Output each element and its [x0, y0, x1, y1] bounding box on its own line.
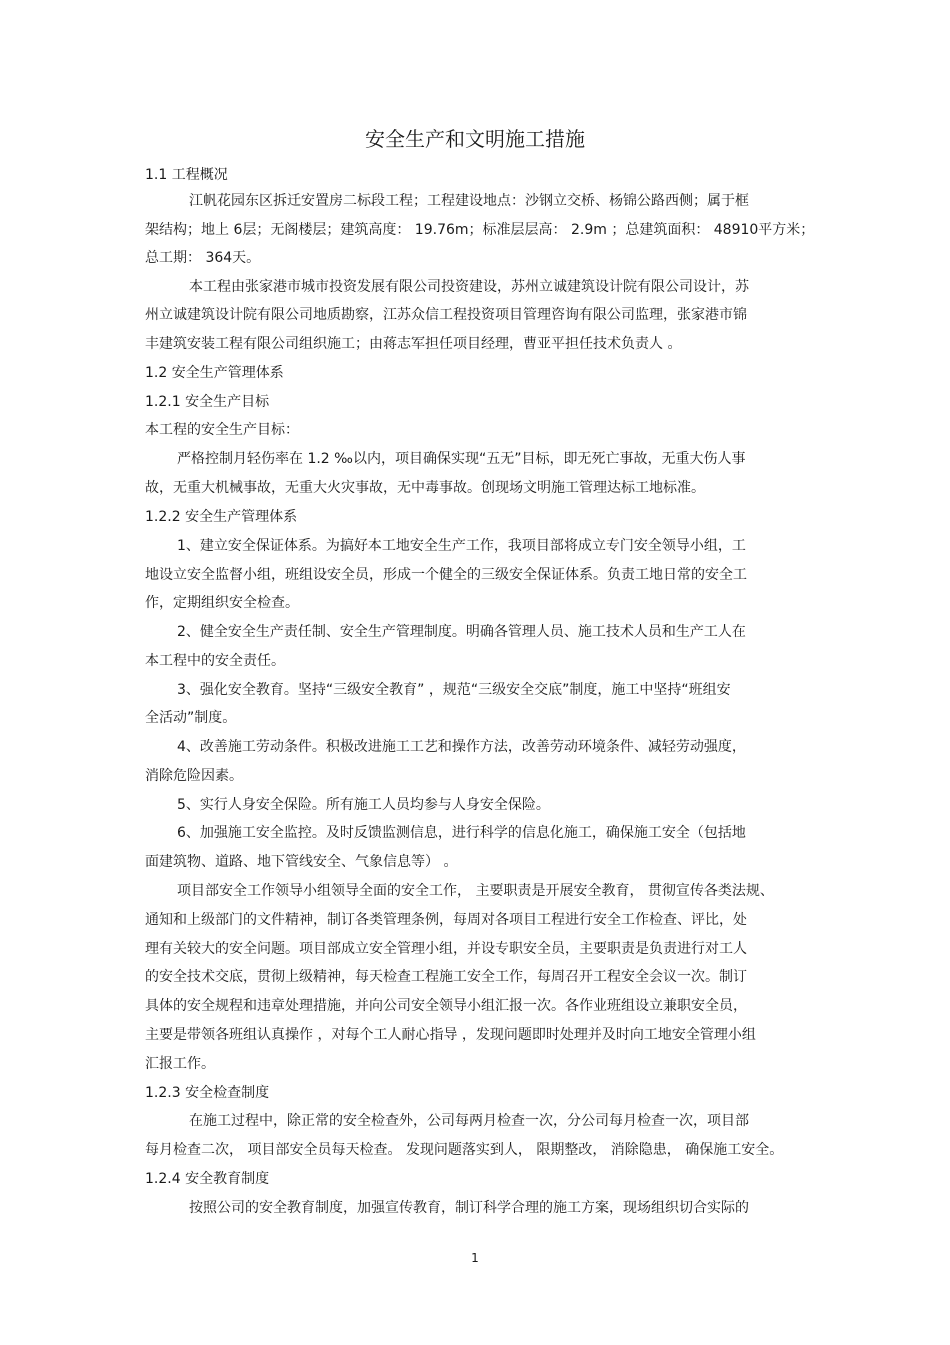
text-line: 汇报工作。 [145, 1056, 215, 1072]
text-line: 项目部安全工作领导小组领导全面的安全工作， 主要职责是开展安全教育， 贯彻宣传各类法规、 [177, 883, 774, 899]
text-line: 故，无重大机械事故，无重大火灾事故，无中毒事故。创现场文明施工管理达标工地标准。 [145, 480, 705, 496]
text-line: 通知和上级部门的文件精神，制订各类管理条例，每周对各项目工程进行安全工作检查、评比，处 [145, 912, 747, 928]
text-line: 丰建筑安装工程有限公司组织施工；由蒋志军担任项目经理，曹亚平担任技术负责人 。 [145, 336, 682, 352]
text-line: 1、建立安全保证体系。为搞好本工地安全生产工作，我项目部将成立专门安全领导小组，工 [177, 538, 746, 554]
text-line: 本工程由张家港市城市投资发展有限公司投资建设，苏州立诚建筑设计院有限公司设计，苏 [189, 279, 749, 295]
page-number: 1 [471, 1251, 479, 1265]
text-line: 架结构；地上 6层；无阁楼层；建筑高度： 19.76m；标准层层高： 2.9m ；总建筑面积： 48910平方米； [145, 222, 815, 238]
text-line: 1.2.4 安全教育制度 [145, 1171, 270, 1187]
text-line: 的安全技术交底，贯彻上级精神，每天检查工程施工安全工作，每周召开工程安全会议一次。制订 [145, 969, 747, 985]
text-line: 全活动”制度。 [145, 710, 237, 726]
text-line: 具体的安全规程和违章处理措施，并向公司安全领导小组汇报一次。各作业班组设立兼职安全员， [145, 998, 747, 1014]
text-line: 作，定期组织安全检查。 [145, 595, 299, 611]
text-line: 消除危险因素。 [145, 768, 243, 784]
text-line: 2、健全安全生产责任制、安全生产管理制度。明确各管理人员、施工技术人员和生产工人在 [177, 624, 746, 640]
text-line: 州立诚建筑设计院有限公司地质勘察，江苏众信工程投资项目管理咨询有限公司监理，张家港市锦 [145, 307, 747, 323]
text-line: 1.2.1 安全生产目标 [145, 394, 270, 410]
text-line: 严格控制月轻伤率在 1.2 ‰以内，项目确保实现“五无”目标，即无死亡事故，无重大伤人事 [177, 451, 746, 467]
text-line: 1.2.3 安全检查制度 [145, 1085, 270, 1101]
text-line: 在施工过程中，除正常的安全检查外，公司每两月检查一次，分公司每月检查一次，项目部 [189, 1113, 749, 1129]
text-line: 每月检查二次， 项目部安全员每天检查。 发现问题落实到人， 限期整改， 消除隐患， 确保施工安全。 [145, 1142, 784, 1158]
text-line: 本工程的安全生产目标： [145, 422, 299, 438]
text-line: 1.2.2 安全生产管理体系 [145, 509, 298, 525]
text-line: 1.2 安全生产管理体系 [145, 365, 284, 381]
text-line: 主要是带领各班组认真操作 ，对每个工人耐心指导 ，发现问题即时处理并及时向工地安全管理小组 [145, 1027, 756, 1043]
text-line: 总工期： 364天。 [145, 250, 261, 266]
text-line: 按照公司的安全教育制度，加强宣传教育，制订科学合理的施工方案，现场组织切合实际的 [189, 1200, 749, 1216]
text-line: 5、实行人身安全保险。所有施工人员均参与人身安全保险。 [177, 797, 550, 813]
text-line: 本工程中的安全责任。 [145, 653, 285, 669]
text-line: 面建筑物、道路、地下管线安全、气象信息等） 。 [145, 854, 458, 870]
text-line: 3、强化安全教育。坚持“三级安全教育” ，规范“三级安全交底”制度，施工中坚持“班组安 [177, 682, 731, 698]
text-line: 理有关较大的安全问题。项目部成立安全管理小组，并设专职安全员，主要职责是负责进行对工人 [145, 941, 747, 957]
text-line: 4、改善施工劳动条件。积极改进施工工艺和操作方法，改善劳动环境条件、减轻劳动强度， [177, 739, 746, 755]
document-title: 安全生产和文明施工措施 [365, 127, 585, 151]
text-line: 地设立安全监督小组，班组设安全员，形成一个健全的三级安全保证体系。负责工地日常的安全工 [145, 567, 747, 583]
text-line: 江帆花园东区拆迁安置房二标段工程；工程建设地点：沙钢立交桥、杨锦公路西侧；属于框 [189, 193, 749, 209]
text-line: 1.1 工程概况 [145, 167, 228, 183]
text-line: 6、加强施工安全监控。及时反馈监测信息，进行科学的信息化施工，确保施工安全（包括地 [177, 825, 746, 841]
